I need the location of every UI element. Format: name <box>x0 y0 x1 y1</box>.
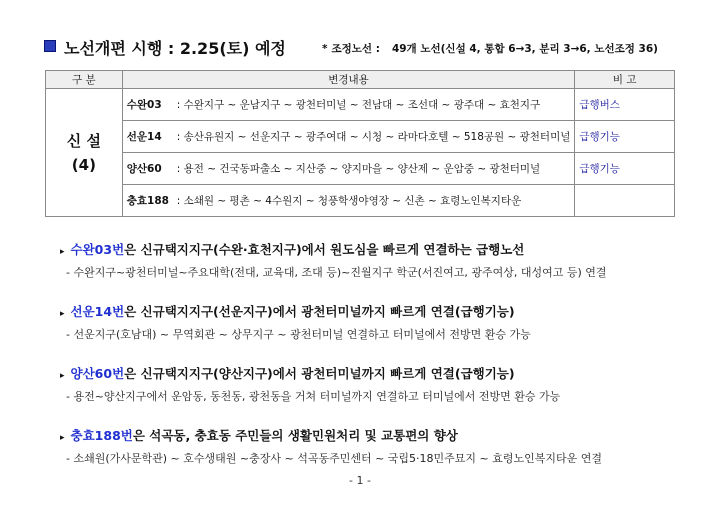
header-remarks: 비 고 <box>575 71 675 89</box>
route-number: 충효188번 <box>70 428 133 443</box>
table-row <box>46 153 675 185</box>
bullet-square-icon <box>44 40 56 52</box>
list-item <box>60 302 700 341</box>
bullet-heading <box>60 240 700 258</box>
bullet-heading <box>60 302 700 320</box>
bullet-detail: - 용전~양산지구에서 운암동, 동천동, 광천동을 거쳐 터미널까지 연결하고 터미널에서 전방면 환승 가능 <box>66 390 561 403</box>
change-cell <box>122 121 575 153</box>
route-number: 충효188 <box>126 195 169 207</box>
table-row <box>46 89 675 121</box>
change-cell <box>122 153 575 185</box>
bullet-text: 은 신규택지지구(수완·효천지구)에서 원도심을 빠르게 연결하는 급행노선 <box>124 242 525 257</box>
route-path: : 용전 ~ 건국동파출소 ~ 지산중 ~ 양지마을 ~ 양산제 ~ 운암중 ~ 광천터미널 <box>176 163 541 175</box>
table-header-row <box>46 71 675 89</box>
bullet-detail: - 수완지구~광천터미널~주요대학(전대, 교육대, 조대 등)~진월지구 학군(서진여고, 광주여상, 대성여고 등) 연결 <box>66 266 607 279</box>
route-number: 선운14번 <box>70 304 125 319</box>
remark-cell <box>575 185 675 217</box>
route-number: 수완03번 <box>70 242 125 257</box>
route-change-table <box>45 70 675 217</box>
page-title: 노선개편 시행 : 2.25(토) 예정 <box>64 39 286 58</box>
remark-cell: 급행기능 <box>575 153 675 185</box>
bullet-detail: - 선운지구(호남대) ~ 무역회관 ~ 상무지구 ~ 광천터미널 연결하고 터미널에서 전방면 환승 가능 <box>66 328 531 341</box>
header-changes: 변경내용 <box>122 71 575 89</box>
triangle-bullet-icon: ▸ <box>60 371 65 381</box>
list-item <box>60 240 700 279</box>
category-label: 신 설 <box>66 131 101 150</box>
route-number: 양산60번 <box>70 366 125 381</box>
category-cell <box>46 89 123 217</box>
triangle-bullet-icon: ▸ <box>60 247 65 257</box>
route-path: : 수완지구 ~ 운남지구 ~ 광천터미널 ~ 전남대 ~ 조선대 ~ 광주대 ~ 효천지구 <box>176 99 541 111</box>
note-label: 조정노선 : <box>331 43 380 55</box>
route-number: 수완03 <box>126 99 162 111</box>
bullet-detail: - 소쇄원(가사문학관) ~ 호수생태원 ~충장사 ~ 석곡동주민센터 ~ 국립5·18민주묘지 ~ 효령노인복지타운 연결 <box>66 452 603 465</box>
category-count: (4) <box>71 155 96 174</box>
page-number: - 1 - <box>349 474 371 487</box>
adjusted-routes-note <box>322 41 658 56</box>
table-row <box>46 185 675 217</box>
route-path: : 소쇄원 ~ 평촌 ~ 4수원지 ~ 청풍학생야영장 ~ 신촌 ~ 효령노인복지타운 <box>176 195 522 207</box>
bullet-heading <box>60 364 700 382</box>
header-category: 구 분 <box>46 71 123 89</box>
bullet-text: 은 신규택지지구(선운지구)에서 광천터미널까지 빠르게 연결(급행기능) <box>124 304 515 319</box>
change-cell <box>122 185 575 217</box>
triangle-bullet-icon: ▸ <box>60 433 65 443</box>
remark-cell: 급행버스 <box>575 89 675 121</box>
route-number: 선운14 <box>126 131 162 143</box>
bullet-text: 은 석곡동, 충효동 주민들의 생활민원처리 및 교통편의 향상 <box>132 428 458 443</box>
note-star: * <box>322 43 328 55</box>
route-number: 양산60 <box>126 163 162 175</box>
list-item <box>60 426 700 465</box>
bullet-heading <box>60 426 700 444</box>
table-row <box>46 121 675 153</box>
bullet-text: 은 신규택지지구(양산지구)에서 광천터미널까지 빠르게 연결(급행기능) <box>124 366 515 381</box>
remark-cell: 급행기능 <box>575 121 675 153</box>
route-path: : 송산유원지 ~ 선운지구 ~ 광주여대 ~ 시청 ~ 라마다호텔 ~ 518공원 ~ 광천터미널 <box>176 131 571 143</box>
note-text: 49개 노선(신설 4, 통합 6→3, 분리 3→6, 노선조정 36) <box>391 43 658 55</box>
change-cell <box>122 89 575 121</box>
list-item <box>60 364 700 403</box>
triangle-bullet-icon: ▸ <box>60 309 65 319</box>
